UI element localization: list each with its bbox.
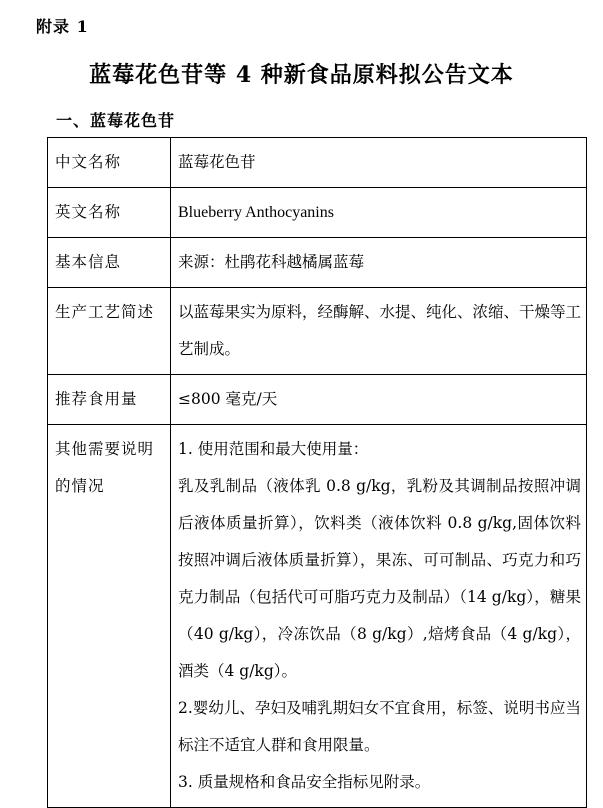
row-label-chinese-name: 中文名称 [48, 138, 171, 188]
row-value-process: 以蓝莓果实为原料，经酶解、水提、纯化、浓缩、干燥等工艺制成。 [171, 288, 587, 375]
note-unsuitable-groups: 2.婴幼儿、孕妇及哺乳期妇女不宜食用，标签、说明书应当标注不适宜人群和食用限量。 [178, 699, 581, 754]
document-title: 蓝莓花色苷等 4 种新食品原料拟公告文本 [89, 62, 514, 88]
row-value-chinese-name: 蓝莓花色苷 [171, 138, 587, 188]
row-label-process: 生产工艺简述 [48, 288, 171, 375]
row-value-basic-info: 来源：杜鹃花科越橘属蓝莓 [171, 238, 587, 288]
note-usage-heading: 1. 使用范围和最大使用量： [178, 440, 369, 458]
table-row [48, 188, 587, 238]
row-label-basic-info: 基本信息 [48, 238, 171, 288]
note-quality-specs: 3. 质量规格和食品安全指标见附录。 [178, 773, 431, 791]
row-value-other-notes [171, 425, 587, 808]
note-usage-scope: 乳及乳制品（液体乳 0.8 g/kg，乳粉及其调制品按照冲调后液体质量折算），饮料类（液体饮料 0.8 g/kg,固体饮料按照冲调后液体质量折算），果冻、可可制品、巧克力和巧克力制品（包括代可可脂巧克力及制品）（14 g/kg），糖果（40 g/kg），冷冻饮品（8 g/kg）,焙烤食品（4 g/kg），酒类（4 g/kg）。 [178, 477, 581, 680]
row-label-english-name: 英文名称 [48, 188, 171, 238]
table-row [48, 238, 587, 288]
row-value-recommended-intake: ≤800 毫克/天 [171, 375, 587, 425]
table-row [48, 138, 587, 188]
table-row [48, 375, 587, 425]
table-row [48, 288, 587, 375]
section-heading: 一、蓝莓花色苷 [56, 111, 176, 130]
row-label-other-notes: 其他需要说明的情况 [48, 425, 171, 808]
table-row [48, 425, 587, 808]
appendix-label: 附录 1 [36, 17, 89, 36]
row-value-english-name: Blueberry Anthocyanins [171, 188, 587, 238]
row-label-recommended-intake: 推荐食用量 [48, 375, 171, 425]
info-table [47, 137, 587, 808]
